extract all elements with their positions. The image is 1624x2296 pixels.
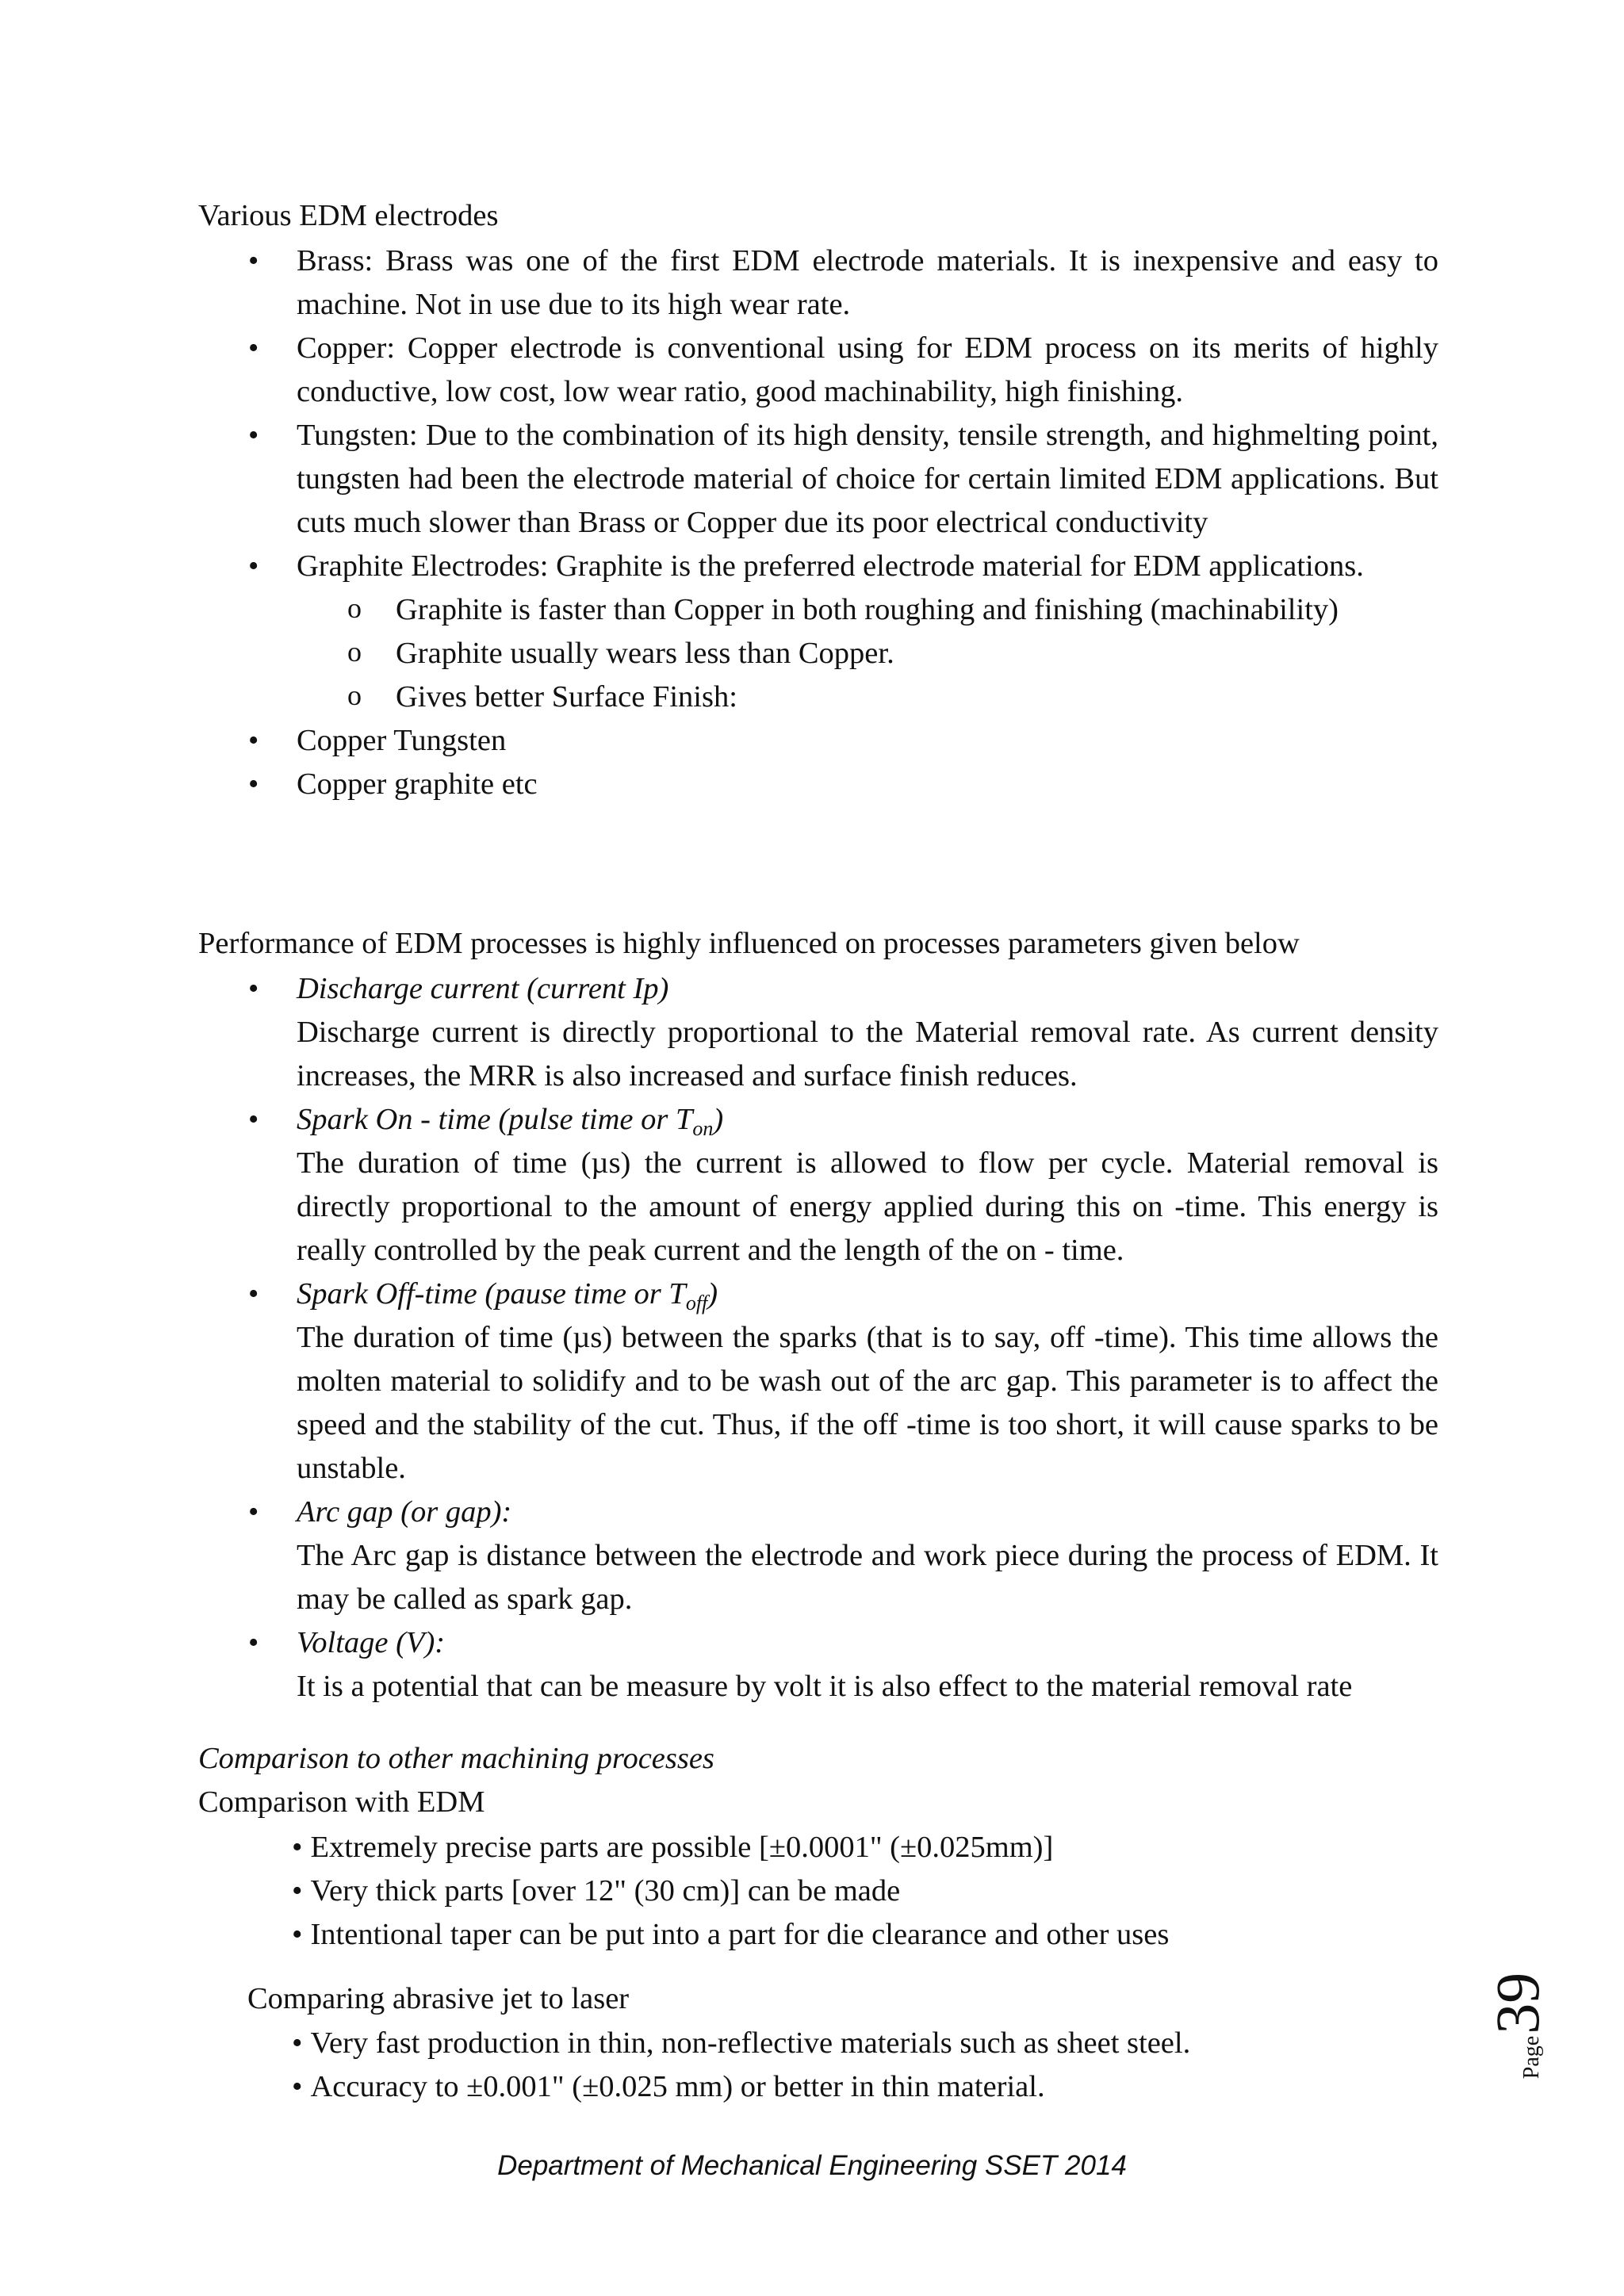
param-desc: The Arc gap is distance between the electrode and work piece during the process of EDM. It may be called as spark gap. (297, 1539, 1438, 1616)
electrodes-heading: Various EDM electrodes (198, 199, 499, 232)
laser-comparison-list (292, 2022, 1190, 2109)
param-title-text: Spark On - time (pulse time or T (297, 1103, 693, 1136)
graphite-sublist (297, 588, 1438, 719)
page-footer: Department of Mechanical Engineering SSET 2014 (497, 2150, 1127, 2181)
param-title (297, 1277, 718, 1314)
page-number (1483, 1972, 1606, 2080)
sub-list-item: o Graphite usually wears less than Copper. (297, 632, 1438, 675)
param-title: Discharge current (current Ip) (297, 972, 669, 1005)
list-item (0, 414, 1438, 545)
list-item (0, 1621, 1438, 1709)
list-item (0, 1098, 1438, 1272)
param-title-subscript: off (685, 1292, 708, 1314)
param-desc: Discharge current is directly proportional to the Material removal rate. As current density increases, the MRR is also increased and surface finish reduces. (297, 1016, 1438, 1093)
param-desc: The duration of time (µs) between the sparks (that is to say, off -time). This time allows the molten material to solidify and to be wash out of the arc gap. This parameter is to affect the speed and the stability of the cut. Thus, if the off -time is too short, it will cause sparks to be unstable. (297, 1321, 1438, 1485)
page-number-value: 39 (1483, 1972, 1552, 2034)
edm-comparison-list (292, 1826, 1169, 1957)
sub-list-item: o Graphite is faster than Copper in both roughing and finishing (machinability) (297, 588, 1438, 632)
electrode-text: Graphite Electrodes: Graphite is the preferred electrode material for EDM applications. (297, 549, 1364, 583)
param-title: Voltage (V): (297, 1626, 446, 1659)
electrode-text: Copper: Copper electrode is conventional using for EDM process on its merits of highly conductive, low cost, low wear ratio, good machinability, high finishing. (297, 331, 1438, 408)
param-desc: It is a potential that can be measure by volt it is also effect to the material removal rate (297, 1670, 1353, 1703)
list-item (0, 1490, 1438, 1621)
param-title-text: Spark Off-time (pause time or T (297, 1277, 686, 1311)
page-label: Page (1519, 2035, 1544, 2080)
param-title: Arc gap (or gap): (297, 1495, 512, 1529)
electrode-text: Tungsten: Due to the combination of its high density, tensile strength, and highmelting point, tungsten had been the electrode material of choice for certain limited EDM applications. But cuts much slower than Brass or Copper due its poor electrical conductivity (297, 419, 1438, 539)
parameter-list (0, 967, 1624, 1709)
list-item (0, 1272, 1438, 1490)
electrode-list (0, 239, 1624, 806)
performance-heading: Performance of EDM processes is highly influenced on processes parameters given below (198, 927, 1300, 960)
param-title-end: ) (713, 1103, 724, 1136)
list-item (0, 763, 1438, 806)
list-item: • Accuracy to ±0.001" (±0.025 mm) or better in thin material. (292, 2065, 1190, 2109)
electrode-text: Brass: Brass was one of the first EDM electrode materials. It is inexpensive and easy to machine. Not in use due to its high wear rate. (297, 244, 1438, 321)
sub-list-item: o Gives better Surface Finish: (297, 675, 1438, 719)
comparison-edm-heading: Comparison with EDM (198, 1785, 485, 1819)
param-title (297, 1103, 724, 1140)
param-title-end: ) (707, 1277, 718, 1311)
list-item: • Very thick parts [over 12" (30 cm)] can be made (292, 1869, 1169, 1913)
list-item (0, 545, 1438, 719)
list-item: • Intentional taper can be put into a part for die clearance and other uses (292, 1913, 1169, 1957)
electrode-text: Copper graphite etc (297, 767, 538, 801)
list-item (0, 967, 1438, 1098)
list-item: • Extremely precise parts are possible [±0.0001" (±0.025mm)] (292, 1826, 1169, 1869)
list-item: • Very fast production in thin, non-reflective materials such as sheet steel. (292, 2022, 1190, 2065)
list-item (0, 239, 1438, 327)
param-title-subscript: on (692, 1117, 714, 1140)
list-item (0, 327, 1438, 414)
list-item (0, 719, 1438, 763)
comparison-title: Comparison to other machining processes (198, 1742, 714, 1775)
electrode-text: Copper Tungsten (297, 724, 507, 757)
laser-comparison-heading: Comparing abrasive jet to laser (247, 1982, 630, 2015)
param-desc: The duration of time (µs) the current is allowed to flow per cycle. Material removal is directly proportional to the amount of energy applied during this on -time. This energy is really controlled by the peak current and the length of the on - time. (297, 1146, 1438, 1267)
